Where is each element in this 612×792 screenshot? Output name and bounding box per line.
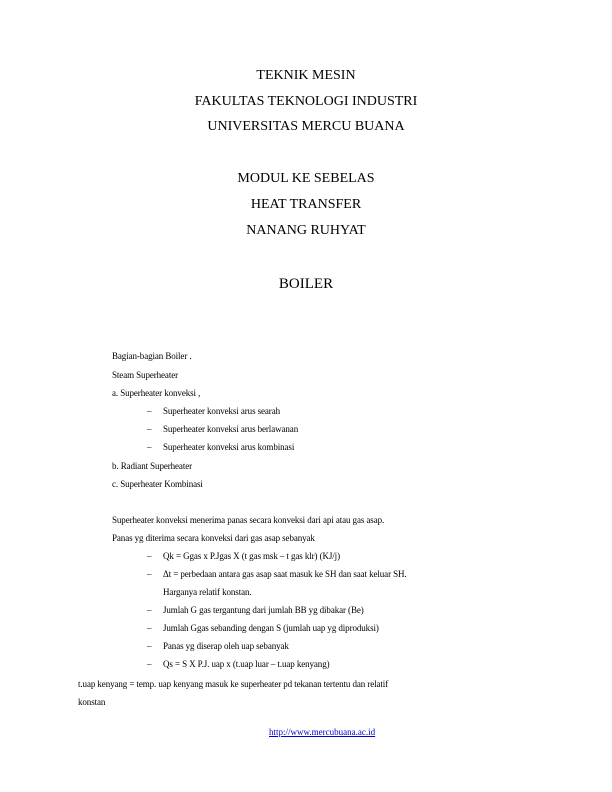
paragraph-1: Superheater konveksi menerima panas secara konveksi dari api atau gas asap. — [112, 515, 385, 525]
footer-link[interactable]: http://www.mercubuana.ac.id — [269, 727, 376, 737]
formula-qk: Qk = Ggas x P.Jgas X (t gas msk – t gas klr) (KJ/j) — [163, 551, 340, 561]
list-item-b: b. Radiant Superheater — [112, 461, 193, 471]
bullet-dash: – — [147, 569, 152, 579]
closing-line-1: t.uap kenyang = temp. uap kenyang masuk ke superheater pd tekanan tertentu dan relatif — [78, 679, 389, 689]
page-title: BOILER — [278, 276, 334, 292]
section-heading: Steam Superheater — [112, 370, 179, 380]
bullet-dash: – — [147, 605, 152, 615]
bullet-dash: – — [147, 424, 152, 434]
bullet-dash: – — [147, 623, 152, 633]
header-line-3: UNIVERSITAS MERCU BUANA — [207, 119, 405, 134]
bullet-dash: – — [147, 659, 152, 669]
closing-line-2: konstan — [78, 697, 106, 707]
bullet-dash: – — [147, 551, 152, 561]
list-item: Superheater konveksi arus searah — [163, 406, 281, 416]
list-item: Jumlah G gas tergantung dari jumlah BB yg dibakar (Be) — [163, 605, 364, 615]
formula-note: Harganya relatif konstan. — [163, 587, 252, 597]
header-line-6: NANANG RUHYAT — [246, 223, 366, 238]
header-line-1: TEKNIK MESIN — [256, 68, 356, 83]
list-item-a: a. Superheater konveksi , — [112, 388, 201, 398]
list-item: Panas yg diserap oleh uap sebanyak — [163, 641, 289, 651]
paragraph-2: Panas yg diterima secara konveksi dari gas asap sebanyak — [112, 533, 315, 543]
intro-text: Bagian-bagian Boiler . — [112, 351, 192, 361]
list-item-c: c. Superheater Kombinasi — [112, 479, 203, 489]
bullet-dash: – — [147, 442, 152, 452]
formula-qs: Qs = S X P.J. uap x (t.uap luar – t.uap kenyang) — [163, 659, 330, 669]
list-item: Jumlah Ggas sebanding dengan S (jumlah uap yg diproduksi) — [163, 623, 379, 633]
bullet-dash: – — [147, 406, 152, 416]
bullet-dash: – — [147, 641, 152, 651]
list-item: Superheater konveksi arus berlawanan — [163, 424, 299, 434]
list-item: Superheater konveksi arus kombinasi — [163, 442, 295, 452]
formula-delta-t: Δt = perbedaan antara gas asap saat masuk ke SH dan saat keluar SH. — [163, 569, 407, 579]
header-line-4: MODUL KE SEBELAS — [237, 171, 375, 186]
header-line-5: HEAT TRANSFER — [250, 197, 362, 212]
header-line-2: FAKULTAS TEKNOLOGI INDUSTRI — [194, 94, 418, 109]
